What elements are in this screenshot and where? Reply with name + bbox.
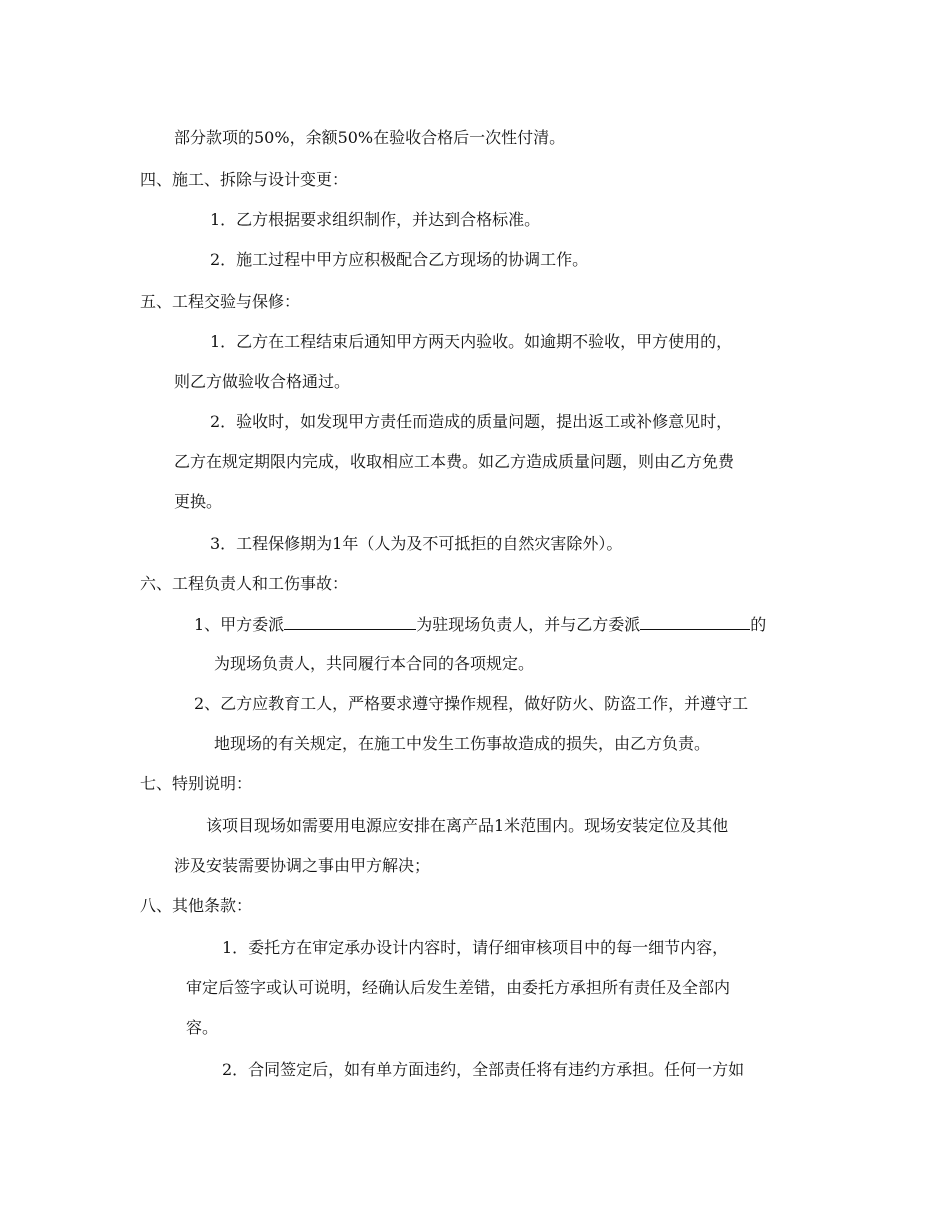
section6-item1-part3: 的 <box>750 615 767 634</box>
section6-item1-part1: 1、甲方委派 <box>194 615 285 634</box>
section6-item2-line1: 2、乙方应教育工人，严格要求遵守操作规程，做好防火、防盗工作，并遵守工 <box>194 694 749 713</box>
section8-item1-line3: 容。 <box>186 1018 219 1037</box>
deputy-name-blank-party-a <box>284 614 416 630</box>
deputy-name-blank-party-b <box>640 614 750 630</box>
section5-item1-line1: 1．乙方在工程结束后通知甲方两天内验收。如逾期不验收，甲方使用的， <box>210 332 733 351</box>
section8-heading: 八、其他条款： <box>140 896 253 915</box>
section5-heading: 五、工程交验与保修： <box>140 292 301 311</box>
section4-heading: 四、施工、拆除与设计变更： <box>140 170 349 189</box>
section6-item1-part2: 为驻现场负责人，并与乙方委派 <box>416 615 641 634</box>
section6-item1-line1 <box>194 614 766 635</box>
section8-item1-line2: 审定后签字或认可说明，经确认后发生差错，由委托方承担所有责任及全部内 <box>186 978 731 997</box>
section8-item2-line1: 2．合同签定后，如有单方面违约，全部责任将有违约方承担。任何一方如 <box>222 1060 745 1079</box>
section8-item1-line1: 1．委托方在审定承办设计内容时，请仔细审核项目中的每一细节内容， <box>222 938 729 957</box>
section6-item2-line2: 地现场的有关规定，在施工中发生工伤事故造成的损失，由乙方负责。 <box>214 734 711 753</box>
section3-continuation: 部分款项的50%，余额50%在验收合格后一次性付清。 <box>174 128 566 147</box>
section5-item2-line2: 乙方在规定期限内完成，收取相应工本费。如乙方造成质量问题，则由乙方免费 <box>174 452 735 471</box>
section4-item2: 2．施工过程中甲方应积极配合乙方现场的协调工作。 <box>210 250 589 269</box>
section5-item1-line2: 则乙方做验收合格通过。 <box>174 372 351 391</box>
section5-item2-line3: 更换。 <box>174 492 223 511</box>
section6-item1-line2: 为现场负责人，共同履行本合同的各项规定。 <box>214 654 535 673</box>
section7-heading: 七、特别说明： <box>140 774 253 793</box>
section5-item3: 3．工程保修期为1年（人为及不可抵拒的自然灾害除外）。 <box>210 534 623 553</box>
section5-item2-line1: 2．验收时，如发现甲方责任而造成的质量问题，提出返工或补修意见时， <box>210 412 733 431</box>
section7-para-line1: 该项目现场如需要用电源应安排在离产品1米范围内。现场安装定位及其他 <box>206 816 729 835</box>
section4-item1: 1．乙方根据要求组织制作，并达到合格标准。 <box>210 210 541 229</box>
section6-heading: 六、工程负责人和工伤事故： <box>140 574 349 593</box>
section7-para-line2: 涉及安装需要协调之事由甲方解决； <box>174 856 431 875</box>
